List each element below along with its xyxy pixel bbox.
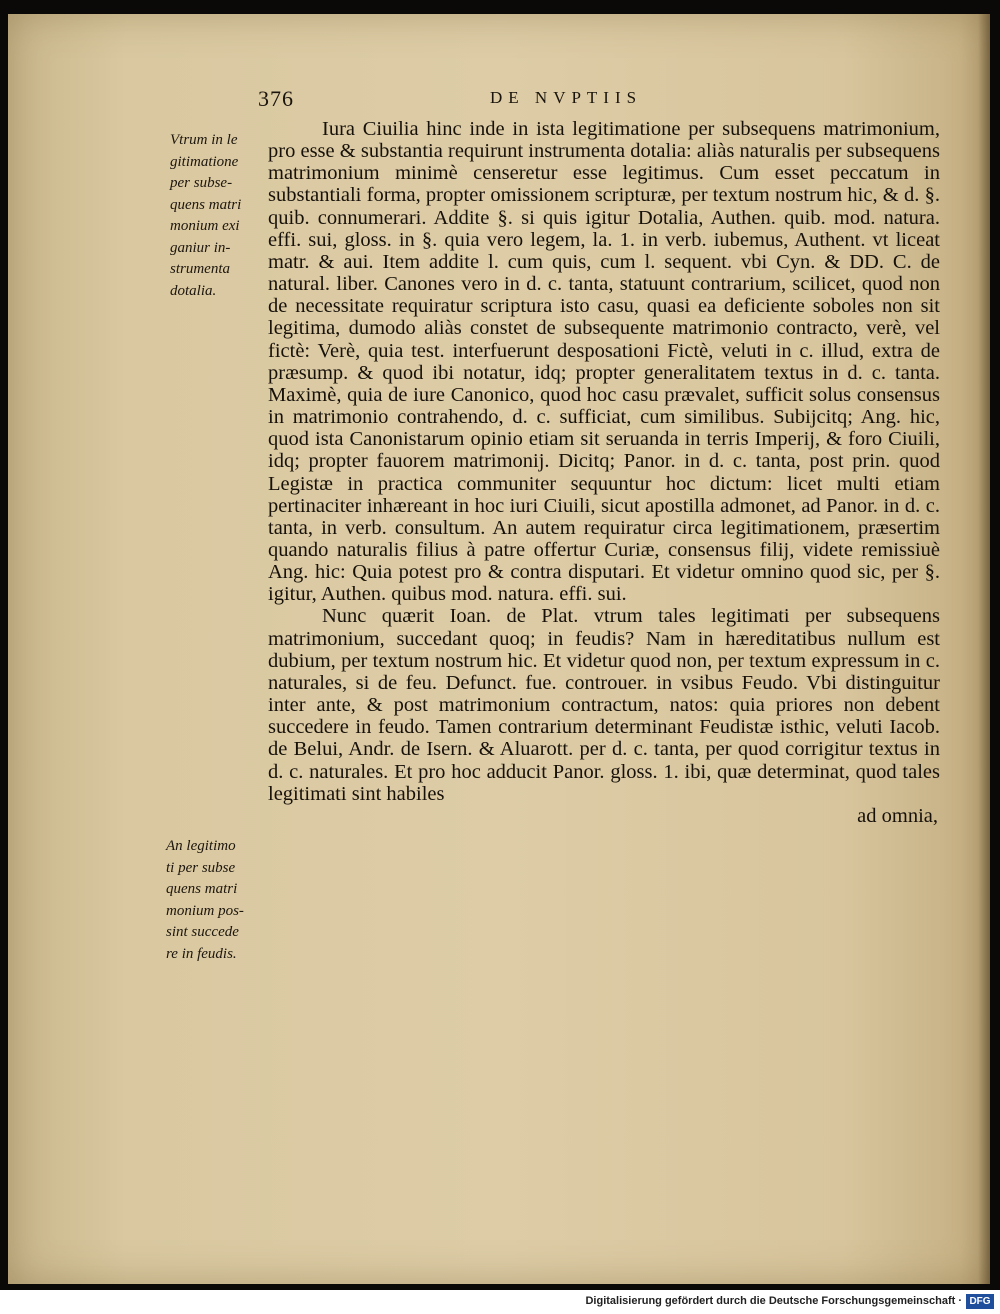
- margin-note-line: Vtrum in le: [170, 132, 238, 148]
- margin-note-line: ganiur in-: [170, 239, 231, 256]
- margin-note-line: An legitimo: [166, 838, 236, 854]
- margin-note-line: strumenta: [170, 261, 230, 277]
- page-number: 376: [258, 86, 294, 111]
- margin-note-line: re in feudis.: [166, 945, 237, 962]
- digitization-footer: [0, 1290, 1000, 1314]
- funding-credit: Digitalisierung gefördert durch die Deutsche Forschungsgemeinschaft ·: [585, 1295, 962, 1307]
- margin-note-line: monium pos-: [166, 902, 244, 919]
- catchword: ad omnia,: [857, 804, 938, 827]
- page-header: [258, 86, 728, 114]
- margin-note-line: gitimatione: [170, 153, 239, 170]
- margin-note-line: sint succede: [166, 924, 239, 940]
- paragraph-nunc-quaerit: Nunc quærit Ioan. de Plat. vtrum tales legitimati per subsequens matrimonium, succedant quoq; in feudis? Nam in hæreditatibus nullum est dubium, per textum nostrum hic. Et videtur quod non, per textum expressum in c. naturales, si de feu. Defunct. fue. controuer. in vsibus Feudo. Vbi distinguitur inter ante, & post matrimonium contractum, natos: quia priores non debent succedere in feudo. Tamen contrarium determinant Feudistæ isthic, veluti Iacob. de Belui, Andr. de Isern. & Aluarott. per d. c. tanta, per quod corrigitur textus in d. c. naturales. Et pro hoc adducit Panor. gloss. 1. ibi, quæ determinat, quod tales legitimati sint habiles: [268, 605, 940, 805]
- margin-note-legitimation: [170, 130, 266, 302]
- dfg-logo: DFG: [966, 1294, 994, 1309]
- margin-note-line: per subse-: [170, 175, 233, 191]
- page-edge-shadow: [978, 14, 990, 1284]
- running-head: DE NVPTIIS: [490, 88, 643, 107]
- margin-note-line: quens matri: [170, 196, 242, 213]
- margin-note-feudal-succession: [166, 836, 262, 965]
- margin-note-line: monium exi: [170, 218, 240, 234]
- main-text-column: [268, 118, 940, 827]
- paragraph-iura-ciuilia: Iura Ciuilia hinc inde in ista legitimatione per subsequens matrimonium, pro esse & substantia requirunt instrumenta dotalia: aliàs naturalis per subsequens matrimonium minimè censeretur esse legitimus. Cum esset peccatum in substantiali forma, propter omissionem scripturæ, per textum nostrum hic, & d. §. quib. connumerari. Addite §. si quis igitur Dotalia, Authen. quib. mod. natura. effi. sui, gloss. in §. quia vero legem, la. 1. in verb. iubemus, Authent. vt liceat matr. & aui. Item addite l. cum quis, cum l. sequent. vbi Cyn. & DD. C. de natural. liber. Canones vero in d. c. tanta, statuunt contrarium, scilicet, quod non de necessitate requiratur scriptura isto casu, quasi ea deficiente soboles non sit legitima, dumodo aliàs constet de subsequente matrimonio contracto, verè, vel fictè: Verè, quia test. interfuerunt desposationi Fictè, veluti in c. illud, extra de præsump. & quod ibi notatur, idq; propter generalitatem textus in d. c. tanta. Maximè, quia de iure Canonico, quod hoc casu prævalet, sufficit solus consensus in matrimonio contrahendo, d. c. sufficiat, cum similibus. Subijcitq; Ang. hic, quod ista Canonistarum opinio etiam sit seruanda in terris Imperij, & foro Ciuili, idq; propter fauorem matrimonij. Dicitq; Panor. in d. c. tanta, post prin. quod Legistæ in practica communiter sequuntur hoc dictum: licet multi etiam pertinaciter inhæreant in hoc iuri Ciuili, sicut apostilla admonet, ad Panor. in d. c. tanta, in verb. consultum. An autem requiratur circa legitimationem, præsertim quando naturalis filius à patre offertur Curiæ, consensus filij, videte remissiuè Ang. hic: Quia potest pro & contra disputari. Et videtur omnino quod sic, per §. igitur, Authen. quibus mod. natura. effi. sui.: [268, 118, 940, 606]
- margin-note-line: quens matri: [166, 881, 238, 897]
- margin-note-line: ti per subse: [166, 859, 236, 876]
- margin-note-line: dotalia.: [170, 282, 217, 299]
